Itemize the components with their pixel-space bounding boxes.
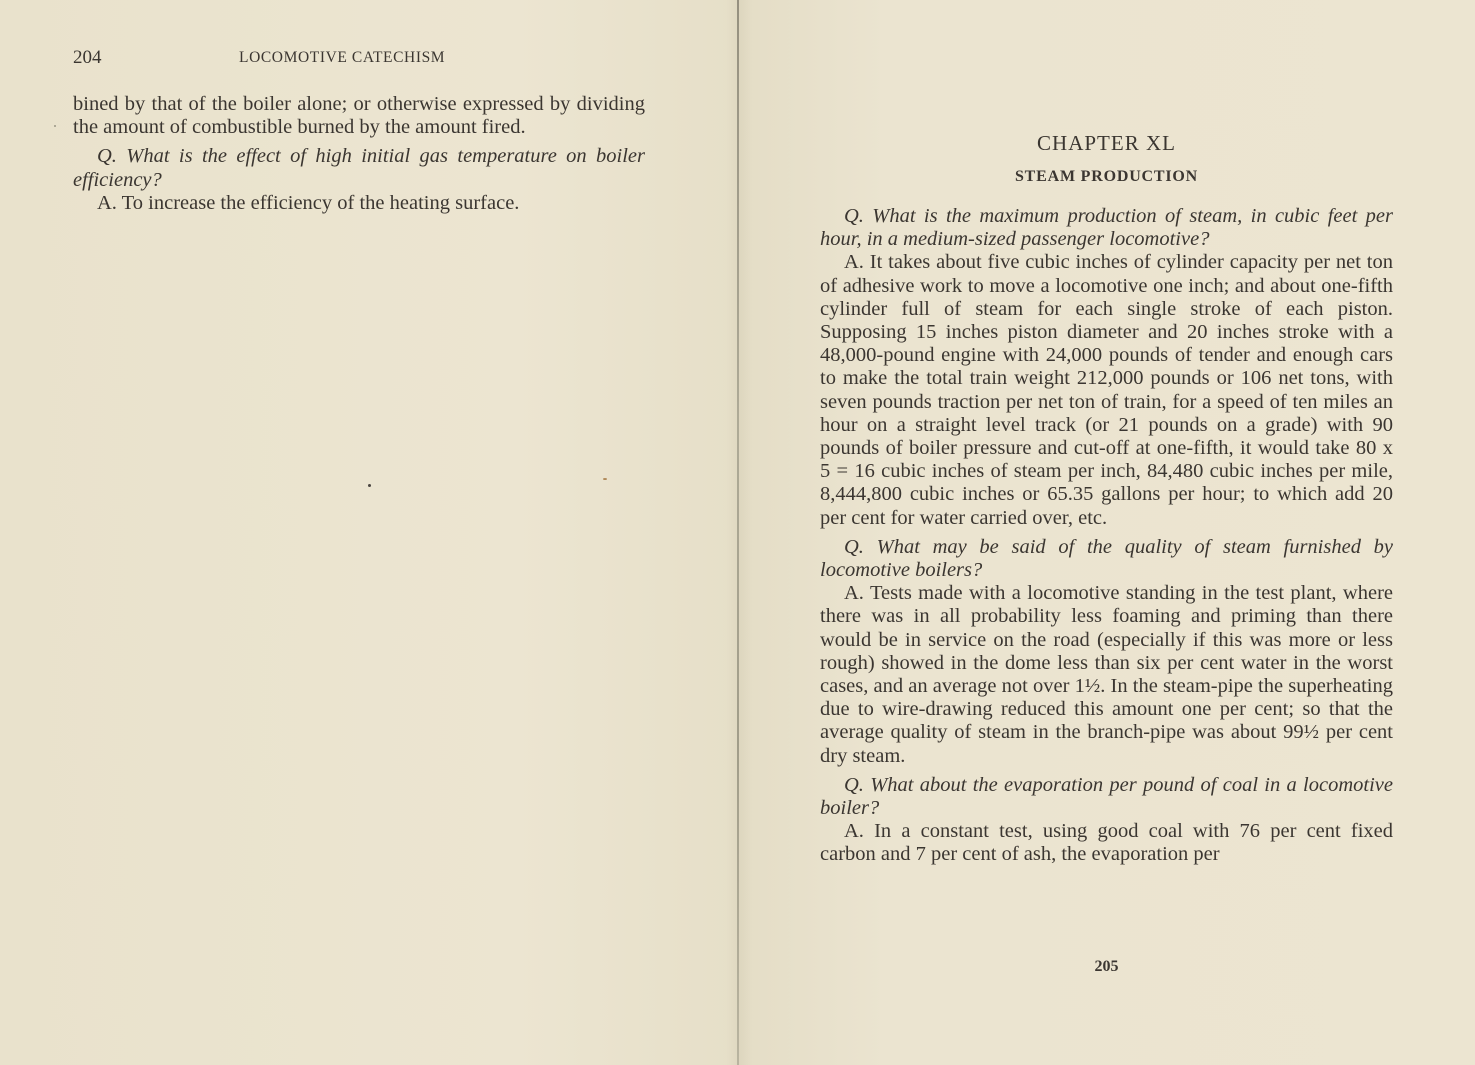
answer-paragraph: A. Tests made with a locomotive standing in the test plant, where there was in all probability less foaming and priming than there would be in service on the road (especially if this was more or less rough) showed in the dome less than six per cent water in the worst cases, and an average not over 1½. In the steam-pipe the superheating due to wire-drawing reduced this amount one per cent; so that the average quality of steam in the branch-pipe was about 99½ per cent dry steam. [820, 582, 1393, 767]
chapter-title: CHAPTER XL [1037, 131, 1176, 155]
answer-paragraph: A. To increase the efficiency of the heating surface. [97, 191, 520, 214]
paper-speck [368, 484, 371, 487]
page-number-left: 204 [73, 47, 102, 68]
paper-speck [603, 478, 607, 480]
gutter-shadow [726, 0, 752, 1065]
running-head [73, 47, 645, 71]
chapter-subtitle: STEAM PRODUCTION [1014, 168, 1199, 185]
answer-paragraph: A. In a constant test, using good coal with 76 per cent fixed carbon and 7 per cent of ash, the evaporation per [820, 820, 1393, 866]
page-number-right: 205 [1094, 958, 1119, 975]
left-page-body [73, 93, 645, 215]
continuation-paragraph: bined by that of the boiler alone; or otherwise expressed by dividing the amount of combustible burned by the amount fired. [73, 93, 645, 139]
question-paragraph: Q. What is the maximum production of steam, in cubic feet per hour, in a medium-sized passenger locomotive? [820, 205, 1393, 251]
running-title: LOCOMOTIVE CATECHISM [239, 49, 446, 66]
book-gutter [737, 0, 739, 1065]
question-paragraph: Q. What about the evaporation per pound of coal in a locomotive boiler? [820, 773, 1393, 820]
question-paragraph: Q. What may be said of the quality of steam furnished by locomotive boilers? [820, 535, 1393, 582]
answer-paragraph: A. It takes about five cubic inches of cylinder capacity per net ton of adhesive work to move a locomotive one inch; and about one-fifth cylinder full of steam for each single stroke of each piston. Supposing 15 inches piston diameter and 20 inches stroke with a 48,000-pound engine with 24,000 pounds of tender and enough cars to make the total train weight 212,000 pounds or 106 net tons, with seven pounds traction per net ton of train, for a speed of ten miles an hour on a straight level track (or 21 pounds on a grade) with 90 pounds of boiler pressure and cut-off at one-fifth, it would take 80 x 5 = 16 cubic inches of steam per inch, 84,480 cubic inches per mile, 8,444,800 cubic inches or 65.35 gallons per hour; to which add 20 per cent for water carried over, etc. [820, 251, 1393, 529]
right-page-body [820, 205, 1393, 867]
paper-speck [54, 125, 56, 127]
question-paragraph: Q. What is the effect of high initial gas temperature on boiler efficiency? [73, 145, 645, 191]
